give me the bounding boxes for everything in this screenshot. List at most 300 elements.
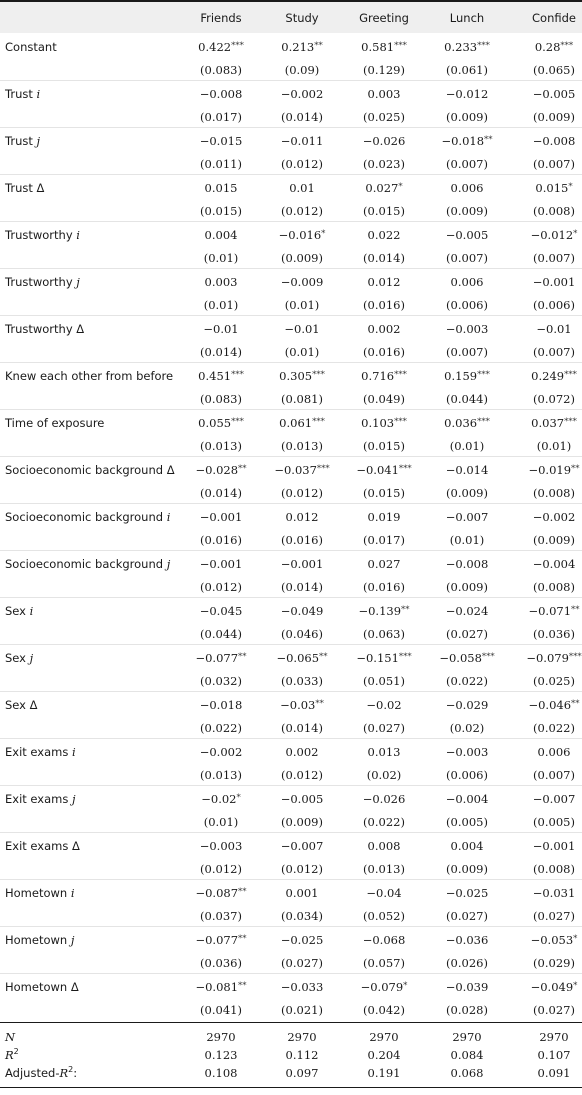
coefficient-cell	[533, 886, 576, 900]
standard-error-value: (0.01)	[203, 815, 239, 829]
significance-stars: **	[571, 605, 580, 615]
standard-error-value: (0.006)	[446, 298, 488, 312]
coefficient-cell	[356, 651, 411, 667]
coefficient-cell	[368, 87, 401, 101]
coefficient-value: 0.28	[534, 40, 561, 54]
standard-error-cell	[446, 956, 488, 970]
standard-error-cell	[446, 815, 488, 829]
coefficient-value: −0.151	[356, 651, 399, 665]
significance-stars: *	[403, 981, 408, 991]
standard-error-value: (0.01)	[203, 298, 239, 312]
significance-stars: ***	[564, 370, 577, 380]
standard-error-value: (0.027)	[281, 956, 323, 970]
column-header-label: Lunch	[449, 11, 485, 25]
row-label-text: Hometown	[5, 933, 71, 947]
standard-error-cell	[446, 392, 488, 406]
coefficient-value: −0.005	[532, 87, 576, 101]
row-label-text: Exit exams Δ	[5, 839, 80, 853]
stat-value: 0.191	[367, 1066, 401, 1080]
coefficient-cell	[533, 134, 576, 148]
coefficient-cell	[446, 792, 489, 806]
standard-error-cell	[363, 298, 405, 312]
coefficient-cell	[368, 322, 401, 336]
significance-stars: ***	[394, 417, 407, 427]
row-label	[5, 275, 80, 289]
coefficient-value: 0.159	[444, 369, 478, 383]
coefficient-value: 0.01	[289, 181, 315, 195]
significance-stars: **	[319, 652, 328, 662]
row-label	[5, 87, 40, 101]
coefficient-cell	[281, 604, 324, 618]
standard-error-cell	[533, 63, 575, 77]
coefficient-cell	[195, 933, 246, 949]
coefficient-value: 0.006	[450, 275, 484, 289]
standard-error-value: (0.029)	[533, 956, 575, 970]
row-label-variable: i	[166, 510, 171, 524]
coefficient-cell	[533, 510, 576, 524]
coefficient-cell	[368, 510, 401, 524]
significance-stars: **	[238, 934, 247, 944]
row-label-variable: j	[29, 651, 34, 665]
significance-stars: **	[401, 605, 410, 615]
coefficient-cell	[531, 933, 578, 949]
standard-error-value: (0.015)	[200, 204, 242, 218]
row-label	[5, 698, 38, 712]
column-header-label: Study	[285, 11, 319, 25]
coefficient-value: 0.002	[367, 322, 401, 336]
standard-error-cell	[204, 298, 239, 312]
coefficient-cell	[205, 275, 238, 289]
coefficient-cell	[446, 604, 489, 618]
standard-error-value: (0.008)	[533, 486, 575, 500]
row-label	[5, 980, 79, 994]
standard-error-cell	[281, 815, 323, 829]
standard-error-cell	[281, 674, 323, 688]
standard-error-value: (0.005)	[533, 815, 575, 829]
standard-error-cell	[446, 1003, 488, 1017]
stat-label-superscript: 2	[68, 1065, 74, 1074]
standard-error-cell	[363, 157, 405, 171]
coefficient-cell	[361, 369, 407, 385]
stat-value: 2970	[452, 1030, 482, 1044]
standard-error-value: (0.02)	[449, 721, 485, 735]
standard-error-value: (0.037)	[200, 909, 242, 923]
stat-value: 0.107	[537, 1048, 571, 1062]
coefficient-cell	[446, 745, 489, 759]
coefficient-cell	[361, 40, 407, 56]
standard-error-value: (0.049)	[363, 392, 405, 406]
significance-stars: ***	[477, 370, 490, 380]
standard-error-value: (0.052)	[363, 909, 405, 923]
coefficient-value: 0.027	[365, 181, 399, 195]
standard-error-cell	[200, 1003, 242, 1017]
standard-error-value: (0.007)	[446, 157, 488, 171]
coefficient-cell	[526, 651, 581, 667]
standard-error-value: (0.025)	[533, 674, 575, 688]
row-separator	[0, 973, 582, 974]
coefficient-cell	[201, 792, 241, 808]
row-label-text: Constant	[5, 40, 57, 54]
row-label-variable: j	[76, 275, 80, 289]
standard-error-value: (0.012)	[281, 486, 323, 500]
standard-error-value: (0.016)	[363, 580, 405, 594]
coefficient-cell	[446, 557, 489, 571]
coefficient-cell	[205, 228, 238, 242]
significance-stars: *	[573, 981, 578, 991]
standard-error-cell	[446, 486, 488, 500]
coefficient-value: −0.007	[445, 510, 489, 524]
row-label	[5, 228, 80, 242]
row-label-text: Trust Δ	[5, 181, 45, 195]
row-label-text: Hometown	[5, 886, 71, 900]
row-label-text: Sex Δ	[5, 698, 38, 712]
standard-error-cell	[200, 956, 242, 970]
standard-error-value: (0.008)	[533, 580, 575, 594]
coefficient-cell	[281, 933, 324, 947]
row-label-text: Knew each other from before	[5, 369, 174, 383]
coefficient-cell	[528, 463, 579, 479]
standard-error-value: (0.017)	[200, 110, 242, 124]
significance-stars: ***	[481, 652, 495, 662]
standard-error-value: (0.013)	[200, 768, 242, 782]
coefficient-cell	[538, 745, 571, 759]
coefficient-cell	[361, 980, 408, 996]
standard-error-cell	[533, 204, 575, 218]
standard-error-value: (0.014)	[281, 110, 323, 124]
coefficient-value: −0.025	[445, 886, 489, 900]
standard-error-value: (0.042)	[363, 1003, 405, 1017]
column-header	[450, 11, 484, 25]
standard-error-cell	[281, 909, 323, 923]
standard-error-value: (0.007)	[533, 157, 575, 171]
standard-error-cell	[446, 345, 488, 359]
standard-error-value: (0.022)	[200, 721, 242, 735]
coefficient-cell	[195, 980, 246, 996]
coefficient-value: −0.001	[199, 510, 243, 524]
significance-stars: ***	[560, 41, 574, 51]
standard-error-cell	[281, 533, 323, 547]
standard-error-cell	[363, 674, 405, 688]
coefficient-cell	[531, 228, 578, 244]
standard-error-cell	[281, 1003, 323, 1017]
standard-error-cell	[533, 486, 575, 500]
coefficient-cell	[286, 745, 319, 759]
standard-error-cell	[533, 251, 575, 265]
coefficient-value: 0.061	[279, 416, 313, 430]
coefficient-value: −0.028	[195, 463, 239, 477]
standard-error-cell	[450, 721, 485, 735]
row-label-text: Exit exams	[5, 792, 73, 806]
coefficient-cell	[363, 134, 406, 148]
standard-error-cell	[446, 298, 488, 312]
coefficient-cell	[446, 510, 489, 524]
coefficient-cell	[444, 40, 490, 56]
coefficient-value: −0.001	[199, 557, 243, 571]
standard-error-value: (0.027)	[533, 909, 575, 923]
standard-error-cell	[281, 251, 323, 265]
coefficient-cell	[451, 839, 484, 853]
column-header-label: Confide	[532, 11, 576, 25]
standard-error-value: (0.013)	[363, 862, 405, 876]
standard-error-cell	[281, 439, 323, 453]
stat-value: 0.068	[450, 1066, 484, 1080]
coefficient-cell	[200, 604, 243, 618]
significance-stars: **	[238, 887, 247, 897]
coefficient-cell	[446, 980, 489, 994]
row-separator	[0, 879, 582, 880]
coefficient-value: −0.016	[278, 228, 322, 242]
standard-error-cell	[281, 486, 323, 500]
coefficient-value: −0.01	[203, 322, 239, 336]
coefficient-value: 0.013	[367, 745, 401, 759]
standard-error-value: (0.022)	[363, 815, 405, 829]
coefficient-value: −0.001	[280, 557, 324, 571]
coefficient-value: −0.053	[530, 933, 574, 947]
standard-error-cell	[446, 627, 488, 641]
standard-error-cell	[533, 157, 575, 171]
standard-error-cell	[281, 580, 323, 594]
coefficient-value: −0.008	[532, 134, 576, 148]
standard-error-cell	[533, 862, 575, 876]
standard-error-cell	[200, 486, 242, 500]
standard-error-cell	[200, 627, 242, 641]
standard-error-cell	[363, 815, 405, 829]
standard-error-value: (0.015)	[363, 486, 405, 500]
standard-error-value: (0.014)	[363, 251, 405, 265]
coefficient-value: 0.003	[367, 87, 401, 101]
significance-stars: **	[571, 699, 580, 709]
standard-error-value: (0.009)	[446, 486, 488, 500]
standard-error-cell	[446, 204, 488, 218]
column-header	[359, 11, 409, 25]
standard-error-value: (0.01)	[203, 251, 239, 265]
standard-error-cell	[363, 439, 405, 453]
significance-stars: ***	[394, 370, 407, 380]
column-header-label: Greeting	[359, 11, 409, 25]
coefficient-cell	[368, 228, 401, 242]
stat-value-cell	[368, 1048, 401, 1062]
row-label-text: Socioeconomic background Δ	[5, 463, 175, 477]
coefficient-value: −0.039	[445, 980, 489, 994]
coefficient-value: −0.079	[526, 651, 569, 665]
row-label	[5, 933, 74, 947]
standard-error-cell	[363, 204, 405, 218]
standard-error-value: (0.01)	[284, 298, 320, 312]
standard-error-cell	[200, 204, 242, 218]
standard-error-cell	[363, 345, 405, 359]
coefficient-value: 0.213	[281, 40, 315, 54]
standard-error-cell	[533, 110, 575, 124]
coefficient-cell	[368, 745, 401, 759]
row-label-text: Socioeconomic background	[5, 510, 167, 524]
row-label-text: Trustworthy	[5, 228, 77, 242]
standard-error-value: (0.009)	[446, 110, 488, 124]
row-label-text: Trust	[5, 134, 37, 148]
standard-error-value: (0.013)	[200, 439, 242, 453]
standard-error-cell	[533, 345, 575, 359]
row-label-variable: i	[29, 604, 34, 618]
standard-error-value: (0.006)	[533, 298, 575, 312]
coefficient-cell	[365, 181, 402, 197]
coefficient-value: −0.002	[532, 510, 576, 524]
coefficient-cell	[368, 839, 401, 853]
standard-error-value: (0.011)	[200, 157, 242, 171]
stat-value-cell	[286, 1066, 319, 1080]
coefficient-value: −0.026	[362, 134, 406, 148]
standard-error-value: (0.033)	[281, 674, 323, 688]
coefficient-cell	[281, 275, 324, 289]
significance-stars: **	[314, 41, 323, 51]
coefficient-value: 0.422	[198, 40, 232, 54]
coefficient-value: 0.027	[367, 557, 401, 571]
coefficient-cell	[200, 510, 243, 524]
column-header	[532, 11, 576, 25]
standard-error-cell	[367, 768, 402, 782]
row-label	[5, 839, 80, 853]
stat-value: 0.123	[204, 1048, 238, 1062]
coefficient-cell	[274, 463, 329, 479]
standard-error-cell	[200, 157, 242, 171]
coefficient-cell	[533, 557, 576, 571]
row-label	[5, 40, 57, 54]
standard-error-cell	[285, 345, 320, 359]
standard-error-cell	[537, 439, 572, 453]
standard-error-value: (0.009)	[533, 110, 575, 124]
standard-error-value: (0.09)	[284, 63, 320, 77]
coefficient-value: 0.249	[531, 369, 565, 383]
standard-error-value: (0.015)	[363, 204, 405, 218]
coefficient-value: −0.01	[536, 322, 572, 336]
coefficient-value: −0.009	[280, 275, 324, 289]
standard-error-value: (0.01)	[284, 345, 320, 359]
row-label	[5, 745, 76, 759]
coefficient-cell	[361, 416, 407, 432]
significance-stars: ***	[231, 370, 244, 380]
coefficient-cell	[536, 322, 571, 336]
stat-label	[5, 1066, 77, 1082]
standard-error-cell	[200, 345, 242, 359]
coefficient-cell	[441, 134, 492, 150]
standard-error-cell	[200, 674, 242, 688]
standard-error-value: (0.015)	[363, 439, 405, 453]
standard-error-cell	[363, 909, 405, 923]
standard-error-cell	[200, 392, 242, 406]
standard-error-cell	[281, 110, 323, 124]
coefficient-cell	[281, 87, 324, 101]
coefficient-cell	[528, 604, 579, 620]
standard-error-value: (0.009)	[446, 204, 488, 218]
row-separator	[0, 362, 582, 363]
coefficient-value: −0.003	[199, 839, 243, 853]
coefficient-cell	[281, 980, 324, 994]
stat-label-suffix: :	[73, 1066, 78, 1080]
coefficient-value: −0.007	[280, 839, 324, 853]
row-label-text: Exit exams	[5, 745, 73, 759]
coefficient-cell	[276, 651, 327, 667]
standard-error-cell	[533, 392, 575, 406]
column-header	[285, 11, 318, 25]
coefficient-cell	[528, 698, 579, 714]
coefficient-cell	[200, 557, 243, 571]
significance-stars: **	[238, 981, 247, 991]
stat-label	[5, 1030, 15, 1044]
standard-error-value: (0.007)	[446, 251, 488, 265]
stat-value: 2970	[206, 1030, 236, 1044]
coefficient-cell	[531, 980, 578, 996]
significance-stars: ***	[312, 370, 325, 380]
coefficient-value: −0.018	[199, 698, 243, 712]
standard-error-value: (0.022)	[533, 721, 575, 735]
coefficient-value: 0.036	[444, 416, 478, 430]
row-label	[5, 886, 75, 900]
standard-error-cell	[281, 157, 323, 171]
coefficient-value: −0.065	[276, 651, 320, 665]
standard-error-value: (0.005)	[446, 815, 488, 829]
standard-error-value: (0.051)	[363, 674, 405, 688]
coefficient-cell	[281, 839, 324, 853]
stat-value-cell	[206, 1030, 235, 1044]
coefficient-value: −0.001	[532, 275, 576, 289]
row-label-variable: j	[70, 933, 75, 947]
coefficient-value: 0.716	[361, 369, 395, 383]
standard-error-value: (0.036)	[200, 956, 242, 970]
coefficient-value: −0.049	[280, 604, 324, 618]
coefficient-value: −0.003	[445, 322, 489, 336]
standard-error-cell	[363, 580, 405, 594]
standard-error-cell	[533, 674, 575, 688]
coefficient-value: 0.103	[361, 416, 395, 430]
stat-label-variable: R	[5, 1048, 14, 1062]
coefficient-cell	[366, 886, 401, 900]
coefficient-value: −0.02	[366, 698, 402, 712]
standard-error-value: (0.023)	[363, 157, 405, 171]
significance-stars: *	[568, 182, 573, 192]
stat-value-cell	[369, 1030, 398, 1044]
coefficient-value: −0.02	[201, 792, 237, 806]
stat-label-text: Adjusted-	[5, 1066, 60, 1080]
coefficient-value: −0.004	[445, 792, 489, 806]
standard-error-value: (0.083)	[200, 63, 242, 77]
stat-value: 0.108	[204, 1066, 238, 1080]
coefficient-cell	[281, 557, 324, 571]
stat-value-cell	[538, 1048, 571, 1062]
standard-error-cell	[446, 862, 488, 876]
coefficient-cell	[281, 40, 322, 56]
coefficient-value: −0.026	[362, 792, 406, 806]
standard-error-cell	[533, 1003, 575, 1017]
coefficient-cell	[446, 322, 489, 336]
row-label	[5, 651, 33, 665]
standard-error-value: (0.016)	[363, 298, 405, 312]
stat-value-cell	[205, 1048, 238, 1062]
coefficient-value: −0.031	[532, 886, 576, 900]
standard-error-value: (0.044)	[446, 392, 488, 406]
standard-error-cell	[363, 862, 405, 876]
stat-value-cell	[287, 1030, 316, 1044]
coefficient-cell	[203, 322, 238, 336]
standard-error-cell	[200, 580, 242, 594]
standard-error-cell	[363, 1003, 405, 1017]
stat-value: 2970	[539, 1030, 569, 1044]
coefficient-value: 0.004	[204, 228, 238, 242]
standard-error-value: (0.009)	[446, 580, 488, 594]
standard-error-value: (0.007)	[446, 345, 488, 359]
coefficient-cell	[200, 745, 243, 759]
row-label-variable: i	[36, 87, 41, 101]
row-separator	[0, 503, 582, 504]
coefficient-value: −0.002	[280, 87, 324, 101]
coefficient-value: 0.022	[367, 228, 401, 242]
